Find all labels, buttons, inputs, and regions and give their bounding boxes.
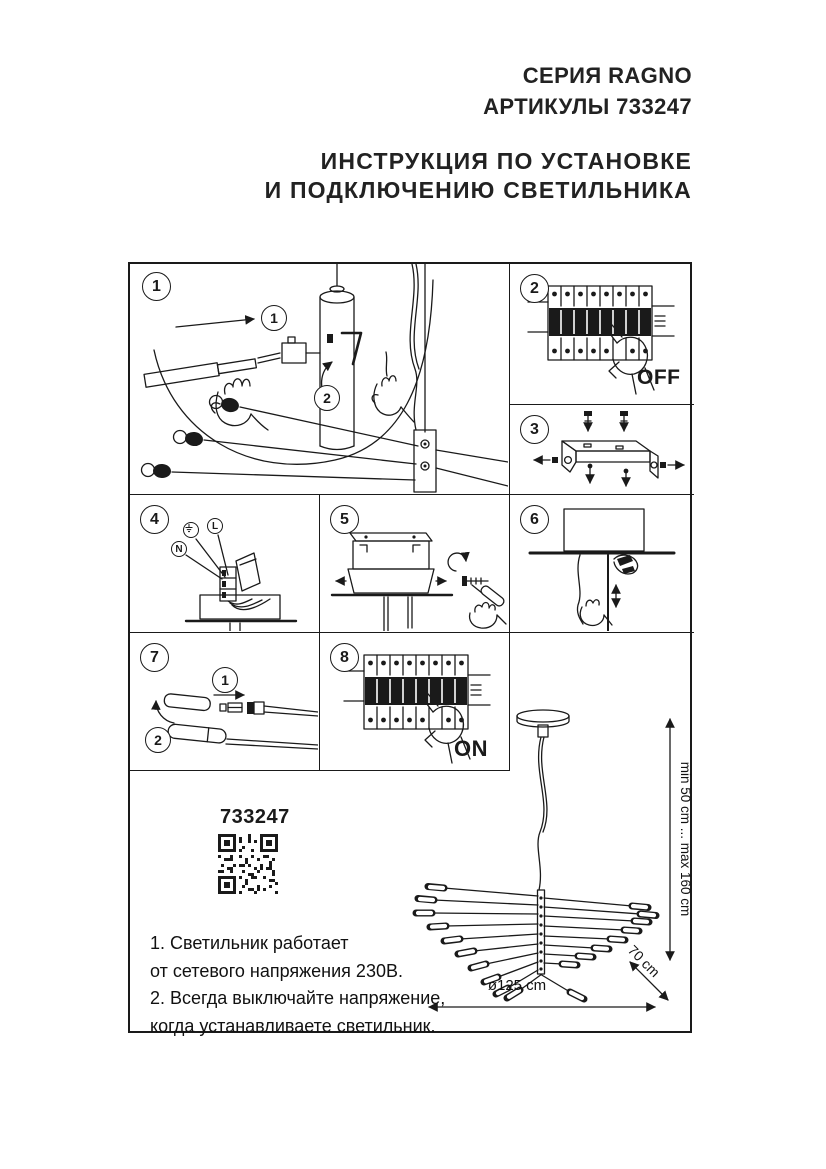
- hand-sketch-right: [372, 352, 414, 422]
- socket: [247, 702, 254, 714]
- step-number-badge: 6: [520, 505, 549, 534]
- screw-bottom-right: [624, 469, 629, 486]
- terminal-block: [220, 567, 236, 601]
- ceiling-cup: [186, 595, 296, 631]
- terminal-ground-badge: [183, 522, 199, 538]
- doc-title: [265, 147, 692, 205]
- step-number-badge: 2: [520, 274, 549, 303]
- lower-tube: [167, 724, 226, 744]
- article-list: АРТИКУЛЫ 733247: [483, 94, 692, 119]
- breaker-off-label: OFF: [637, 366, 681, 389]
- safety-notes: [150, 930, 445, 1040]
- step6-panel: [510, 495, 694, 633]
- article-number: 733247: [220, 806, 290, 828]
- screw-top-left: [584, 411, 592, 431]
- step2-panel: [510, 264, 694, 405]
- support-rod-and-cable: [410, 264, 508, 492]
- qr-code: [218, 834, 278, 894]
- suspension-cable: [538, 737, 547, 890]
- lamp-rod: [144, 357, 257, 387]
- terminal-n-badge: N: [171, 541, 187, 557]
- screw-top-right: [620, 411, 628, 431]
- note-line-3: 2. Всегда выключайте напряжение,: [150, 988, 446, 1008]
- upper-tube: [164, 693, 211, 711]
- pin: [220, 704, 226, 711]
- step5-panel: [320, 495, 510, 633]
- step4-panel: [130, 495, 320, 633]
- rod-insertion-diagram: [130, 264, 508, 493]
- dim-diameter-label: ø125 cm: [487, 977, 547, 994]
- earth-ground-icon: [184, 523, 194, 533]
- breaker-on-label: ON: [454, 736, 488, 761]
- dim-depth-label: 70 cm: [624, 941, 664, 981]
- upper-hand-sketch: [614, 555, 638, 574]
- substep-1-badge: 1: [212, 667, 238, 693]
- bracket-top: [562, 441, 650, 451]
- step7-panel: [130, 633, 320, 771]
- substep-2-badge: 2: [314, 385, 340, 411]
- screw-bottom-left: [588, 464, 593, 483]
- substep-2-badge: 2: [145, 727, 171, 753]
- rod-connector: [282, 343, 306, 363]
- step3-panel: [510, 405, 694, 495]
- step-number-badge: 3: [520, 415, 549, 444]
- series-name: СЕРИЯ RAGNO: [522, 63, 692, 88]
- substep-1-badge: 1: [261, 305, 287, 331]
- step1-panel: [130, 264, 510, 495]
- terminal-l-badge: L: [207, 518, 223, 534]
- header-series-block: [483, 60, 692, 122]
- rotate-mark: [342, 333, 361, 364]
- step-number-badge: 4: [140, 505, 169, 534]
- center-column: [320, 264, 354, 450]
- hand-sketch-left: [211, 379, 268, 430]
- step-number-badge: 1: [142, 272, 171, 301]
- note-line-4: когда устанавливаете светильник.: [150, 1015, 436, 1036]
- doc-title-line2: И ПОДКЛЮЧЕНИЮ СВЕТИЛЬНИКА: [264, 177, 692, 203]
- step-number-badge: 8: [330, 643, 359, 672]
- doc-title-line1: ИНСТРУКЦИЯ ПО УСТАНОВКЕ: [320, 148, 692, 174]
- dim-height-label: min 50 cm ... max 160 cm: [678, 761, 693, 917]
- screw-and-driver: [448, 553, 505, 607]
- note-line-1: 1. Светильник работает: [150, 933, 349, 953]
- step-number-badge: 7: [140, 643, 169, 672]
- step-number-badge: 5: [330, 505, 359, 534]
- note-line-2: от сетевого напряжения 230В.: [150, 960, 403, 981]
- ceiling-cap: [517, 710, 569, 737]
- insert-arrow-icon: [176, 319, 254, 327]
- instruction-frame: [128, 262, 692, 1036]
